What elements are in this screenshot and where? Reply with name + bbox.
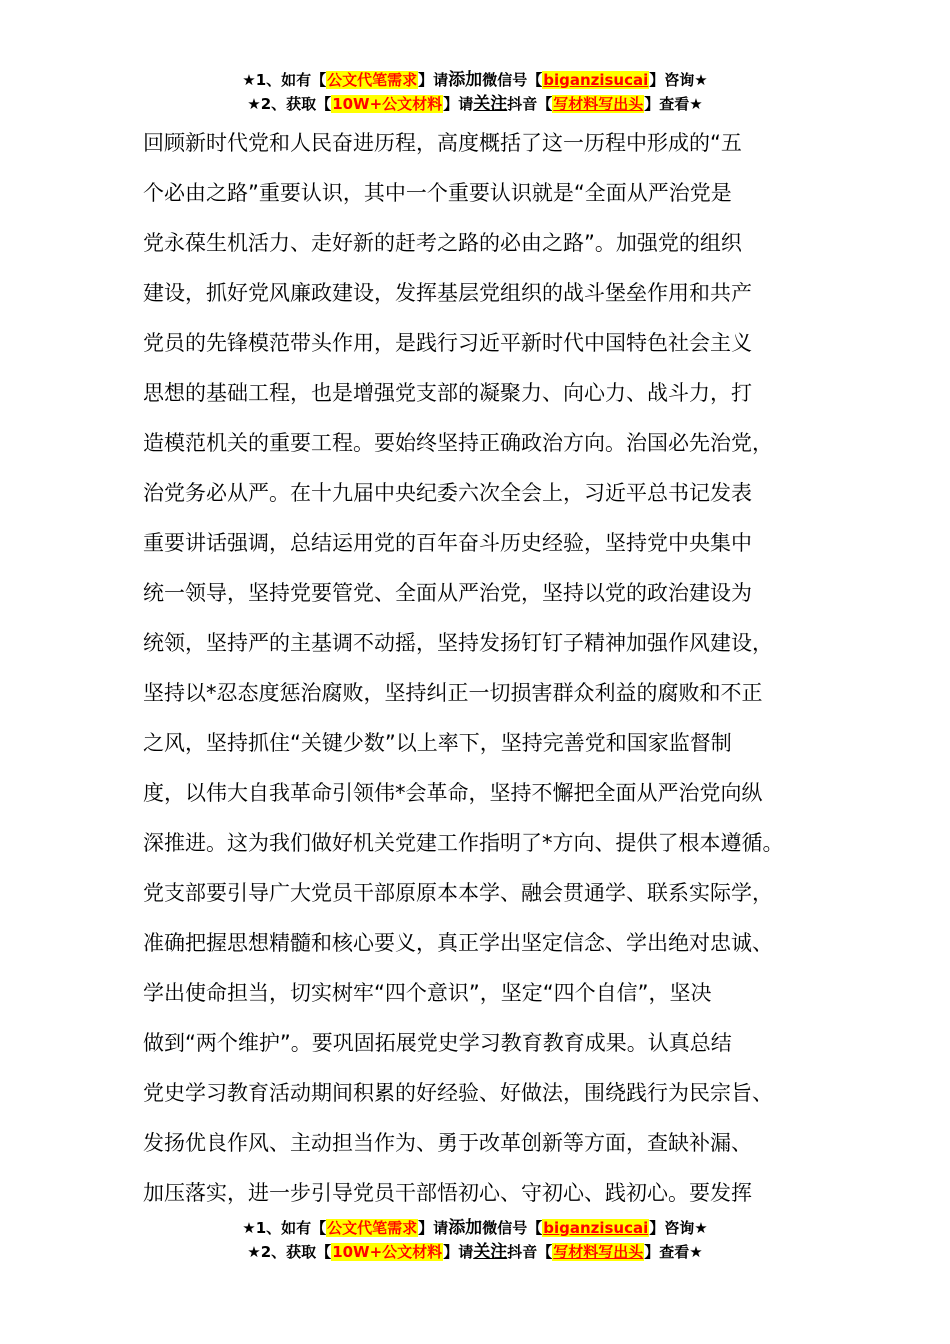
banner-2-douyin-account[interactable]: 写材料写出头: [553, 95, 644, 113]
banner-2-prefix: ★2、获取【: [247, 95, 332, 113]
banner-1-highlight-service: 公文代笔需求: [327, 71, 418, 89]
body-line: 党史学习教育活动期间积累的好经验、好做法，围绕践行为民宗旨、: [143, 1081, 773, 1105]
banner-1-emphasis: 添加: [448, 70, 483, 90]
body-line: 学出使命担当，切实树牢“四个意识”，坚定“四个自信”，坚决: [143, 981, 712, 1005]
banner-2-highlight-materials: 10W+公文材料: [332, 95, 443, 113]
body-line: 思想的基础工程，也是增强党支部的凝聚力、向心力、战斗力，打: [143, 381, 752, 405]
banner-line-2: [0, 1240, 950, 1264]
body-line: 建设，抓好党风廉政建设，发挥基层党组织的战斗堡垒作用和共产: [143, 281, 752, 305]
body-line: 坚持以*忍态度惩治腐败，坚持纠正一切损害群众利益的腐败和不正: [143, 681, 763, 705]
banner-line-1: [0, 68, 950, 92]
banner-2-emphasis: 关注: [473, 94, 508, 114]
header-banner: [0, 68, 950, 116]
body-line: 准确把握思想精髓和核心要义，真正学出坚定信念、学出绝对忠诚、: [143, 931, 773, 955]
banner-2-emphasis: 关注: [473, 1242, 508, 1262]
body-line: 回顾新时代党和人民奋进历程，高度概括了这一历程中形成的“五: [143, 131, 742, 155]
banner-2-douyin-account[interactable]: 写材料写出头: [553, 1243, 644, 1261]
body-line: 党员的先锋模范带头作用，是践行习近平新时代中国特色社会主义: [143, 331, 752, 355]
body-line: 重要讲话强调，总结运用党的百年奋斗历史经验，坚持党中央集中: [143, 531, 752, 555]
body-line: 之风，坚持抓住“关键少数”以上率下，坚持完善党和国家监督制: [143, 731, 732, 755]
body-line: 治党务必从严。在十九届中央纪委六次全会上，习近平总书记发表: [143, 481, 752, 505]
banner-1-emphasis: 添加: [448, 1218, 483, 1238]
banner-2-text: 】请: [443, 1243, 474, 1261]
banner-2-suffix: 】查看★: [644, 95, 703, 113]
body-line: 度，以伟大自我革命引领伟*会革命，坚持不懈把全面从严治党向纵: [143, 781, 763, 805]
banner-line-2: [0, 92, 950, 116]
banner-2-suffix: 】查看★: [644, 1243, 703, 1261]
banner-2-prefix: ★2、获取【: [247, 1243, 332, 1261]
body-line: 发扬优良作风、主动担当作为、勇于改革创新等方面，查缺补漏、: [143, 1131, 752, 1155]
banner-2-highlight-materials: 10W+公文材料: [332, 1243, 443, 1261]
body-line: 个必由之路”重要认识，其中一个重要认识就是“全面从严治党是: [143, 181, 732, 205]
footer-banner: [0, 1216, 950, 1264]
body-line: 深推进。这为我们做好机关党建工作指明了*方向、提供了根本遵循。: [143, 831, 784, 855]
body-line: 统领，坚持严的主基调不动摇，坚持发扬钉钉子精神加强作风建设，: [143, 631, 773, 655]
banner-1-wechat-id[interactable]: biganzisucai: [543, 71, 649, 89]
body-line: 加压落实，进一步引导党员干部悟初心、守初心、践初心。要发挥: [143, 1181, 752, 1205]
body-line: 统一领导，坚持党要管党、全面从严治党，坚持以党的政治建设为: [143, 581, 752, 605]
banner-1-highlight-service: 公文代笔需求: [327, 1219, 418, 1237]
banner-2-text-2: 抖音【: [507, 95, 553, 113]
banner-2-text: 】请: [443, 95, 474, 113]
body-line: 造模范机关的重要工程。要始终坚持正确政治方向。治国必先治党，: [143, 431, 773, 455]
body-line: 党永葆生机活力、走好新的赶考之路的必由之路”。加强党的组织: [143, 231, 742, 255]
banner-1-prefix: ★1、如有【: [242, 1219, 327, 1237]
banner-1-text-2: 微信号【: [482, 71, 543, 89]
banner-line-1: [0, 1216, 950, 1240]
document-body: [143, 118, 843, 1218]
banner-1-text-2: 微信号【: [482, 1219, 543, 1237]
body-line: 党支部要引导广大党员干部原原本本学、融会贯通学、联系实际学，: [143, 881, 773, 905]
body-line: 做到“两个维护”。要巩固拓展党史学习教育教育成果。认真总结: [143, 1031, 732, 1055]
banner-1-suffix: 】咨询★: [649, 71, 708, 89]
banner-1-wechat-id[interactable]: biganzisucai: [543, 1219, 649, 1237]
banner-1-suffix: 】咨询★: [649, 1219, 708, 1237]
banner-1-prefix: ★1、如有【: [242, 71, 327, 89]
banner-1-text: 】请: [418, 71, 449, 89]
banner-2-text-2: 抖音【: [507, 1243, 553, 1261]
banner-1-text: 】请: [418, 1219, 449, 1237]
